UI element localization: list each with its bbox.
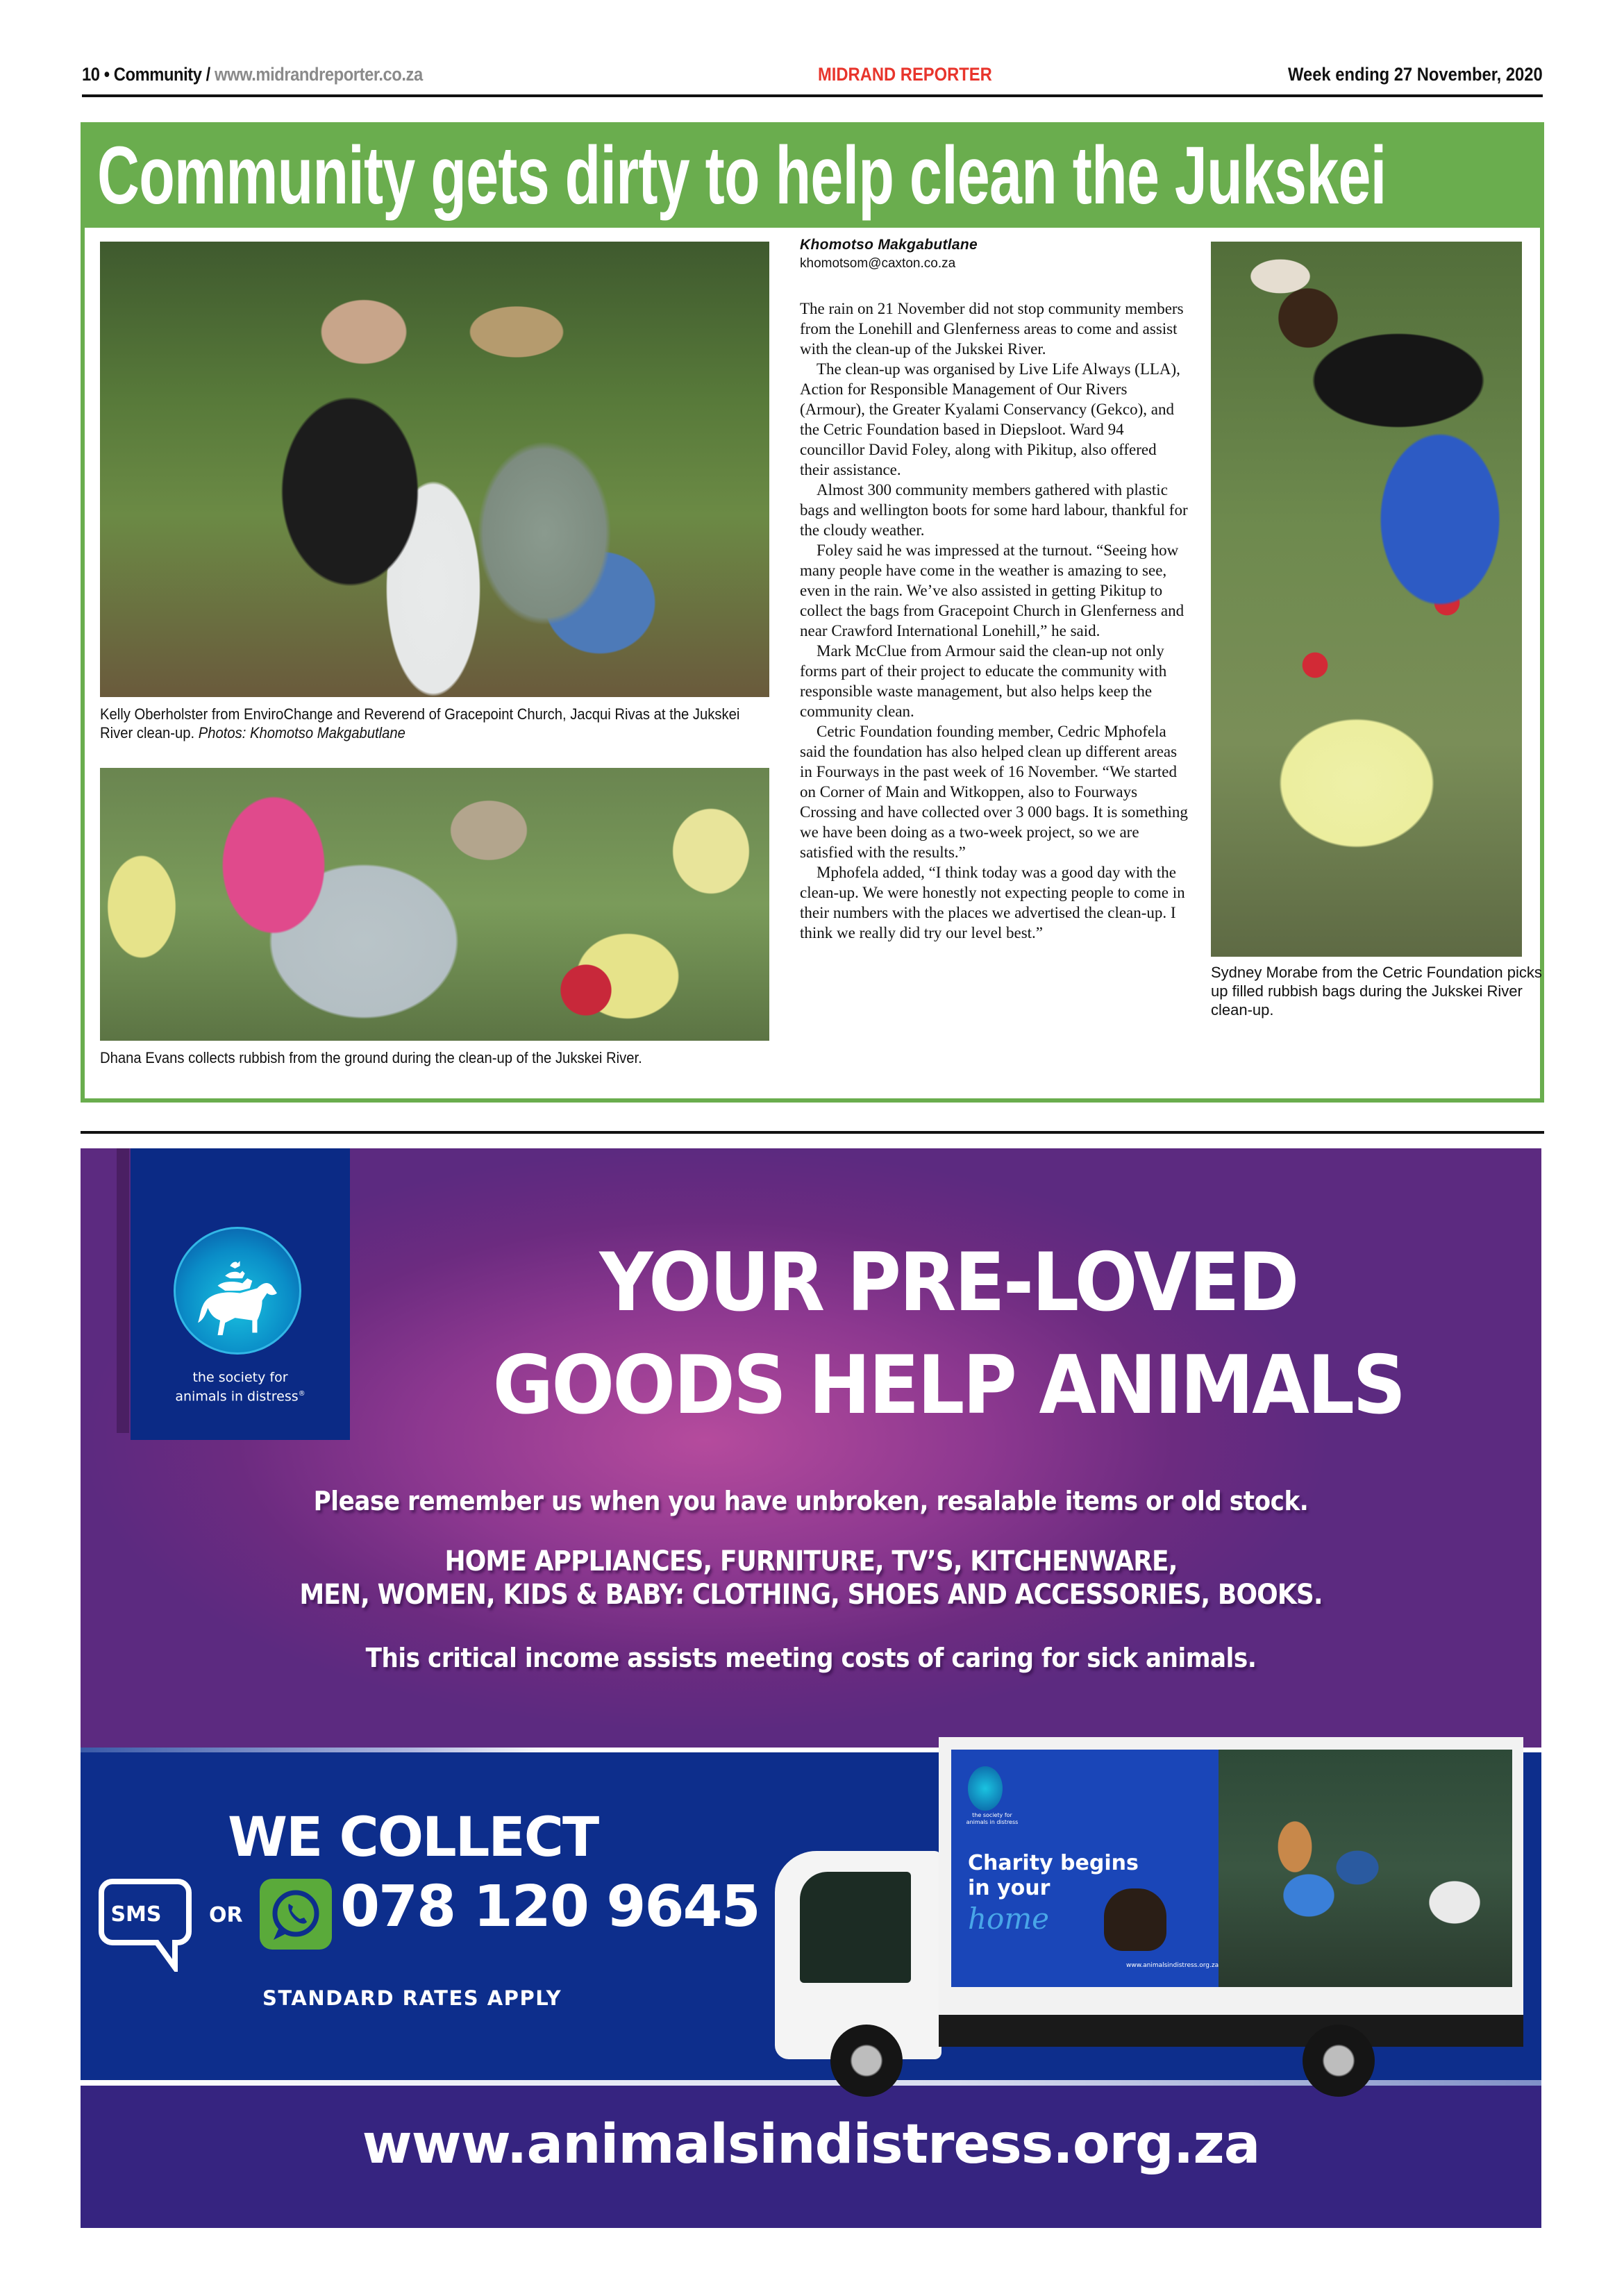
society-name-line2-text: animals in distress xyxy=(175,1389,299,1405)
registered-mark: ® xyxy=(298,1390,305,1398)
paragraph: Almost 300 community members gathered with plastic bags and wellington boots for some hard labour, thankful for the cloudy weather. xyxy=(800,481,1188,539)
truck-slogan xyxy=(968,1851,1139,1901)
advert-purpose: This critical income assists meeting costs of caring for sick animals. xyxy=(365,1643,1257,1673)
photo-woman-collecting-rubbish xyxy=(100,768,769,1041)
advert-title-line2: GOODS HELP ANIMALS xyxy=(492,1339,1405,1432)
article-box xyxy=(81,122,1544,1103)
photo-credit: Photos: Khomotso Makgabutlane xyxy=(198,724,405,741)
truck-slogan-line2: in your xyxy=(968,1876,1050,1900)
society-name-line1: the society for xyxy=(192,1370,288,1385)
truck-logo-text: the society for animals in distress xyxy=(966,1812,1019,1825)
page-number: 10 xyxy=(82,64,100,85)
truck-chassis xyxy=(939,2015,1523,2047)
whatsapp-icon xyxy=(260,1879,332,1950)
paragraph: Foley said he was impressed at the turnout. “Seeing how many people have come in the weather is amazing to see, even in the rain. We’ve also assisted in getting Pikitup to collect the bags from Gracepoint Church in Glenferness and near Crawford International Lonehill,” he said. xyxy=(800,542,1184,639)
photo-caption-1 xyxy=(100,705,764,742)
rates-note: STANDARD RATES APPLY xyxy=(262,1986,562,2010)
logo-shadow xyxy=(117,1148,129,1433)
photo-caption-2: Dhana Evans collects rubbish from the ground during the clean-up of the Jukskei River. xyxy=(100,1049,642,1066)
paragraph: The rain on 21 November did not stop community members from the Lonehill and Glenferness areas to come and assist with the clean-up of the Jukskei River. xyxy=(800,300,1184,358)
paragraph: Cetric Foundation founding member, Cedric Mphofela said the foundation has also helped clean up different areas in Fourways in the past week of 16 November. “We started on Corner of Main and Witkoppen, also to Fourways Crossing and have collected over 3 000 bags. It is something we have been doing as a two-week project, so we are satisfied with the results.” xyxy=(800,723,1188,861)
author-email[interactable]: khomotsom@caxton.co.za xyxy=(800,256,956,271)
advert-animals-in-distress[interactable] xyxy=(81,1148,1541,2228)
dog-image xyxy=(1104,1888,1166,1951)
truck-cargo-photo xyxy=(1219,1750,1512,1987)
folio-bullet: • xyxy=(103,64,110,85)
advert-website[interactable]: www.animalsindistress.org.za xyxy=(362,2113,1260,2176)
paragraph: Mphofela added, “I think today was a good day with the clean-up. We were honestly not expecting people to come in their numbers with the places we advertised the clean-up. I think we really did try our level best.” xyxy=(800,864,1185,941)
truck-url: www.animalsindistress.org.za xyxy=(1126,1962,1219,1969)
truck-slogan-line1: Charity begins xyxy=(968,1851,1139,1875)
truck-wheel-rear xyxy=(1303,2025,1375,2097)
animal-stack-icon xyxy=(174,1227,301,1355)
truck-wheel-front xyxy=(830,2025,903,2097)
sms-label: SMS xyxy=(110,1902,162,1927)
paragraph: The clean-up was organised by Live Life Always (LLA), Action for Responsible Management of Our Rivers (Armour), the Greater Kyalami Conservancy (Gekco), and the Cetric Foundation based in Diepsloot. Ward 94 councillor David Foley, along with Pikitup, also offered their assistance. xyxy=(800,360,1180,478)
advert-items-line1: HOME APPLIANCES, FURNITURE, TV’S, KITCHENWARE, xyxy=(444,1545,1178,1577)
section-name: Community xyxy=(113,64,202,85)
society-logo xyxy=(131,1148,350,1440)
paragraph: Mark McClue from Armour said the clean-up not only forms part of their project to educate the community with responsible waste management, but also helps keep the community clean. xyxy=(800,642,1167,720)
advert-items-line2: MEN, WOMEN, KIDS & BABY: CLOTHING, SHOES AND ACCESSORIES, BOOKS. xyxy=(299,1579,1323,1611)
photo-caption-3: Sydney Morabe from the Cetric Foundation picks up filled rubbish bags during the Jukskei River clean-up. xyxy=(1211,964,1542,1019)
header-rule xyxy=(82,94,1543,97)
masthead: MIDRAND REPORTER xyxy=(818,64,992,85)
folio-section xyxy=(82,64,423,85)
truck-slogan-home: home xyxy=(968,1902,1050,1936)
advert-title xyxy=(405,1232,1491,1437)
or-label: OR xyxy=(209,1903,243,1927)
truck-window xyxy=(800,1872,911,1983)
article-headline: Community gets dirty to help clean the Jukskei xyxy=(97,130,1387,221)
headline-bar xyxy=(85,126,1540,228)
photo-volunteers-with-bag xyxy=(100,242,769,697)
byline xyxy=(800,236,1189,274)
truck-side-panel xyxy=(951,1750,1512,1987)
section-rule xyxy=(81,1131,1544,1134)
truck-logo-icon xyxy=(968,1766,1003,1811)
phone-number[interactable]: 078 120 9645 xyxy=(340,1874,760,1940)
article-body-area xyxy=(85,228,1540,1103)
we-collect-heading: WE COLLECT xyxy=(228,1807,598,1869)
advert-title-line1: YOUR PRE-LOVED xyxy=(599,1236,1298,1330)
charity-truck-image xyxy=(775,1719,1541,2102)
caption-text: Kelly Oberholster from EnviroChange and Reverend of Gracepoint Church, Jacqui Rivas at the Jukskei River clean-up. xyxy=(100,705,740,741)
photo-man-with-rubbish-bag xyxy=(1211,242,1522,957)
society-name-line2 xyxy=(131,1386,350,1405)
site-url[interactable]: www.midrandreporter.co.za xyxy=(215,64,423,85)
page-folio xyxy=(82,64,1543,92)
society-name xyxy=(131,1369,350,1405)
advert-appeal: Please remember us when you have unbroken, resalable items or old stock. xyxy=(313,1486,1309,1516)
issue-date: Week ending 27 November, 2020 xyxy=(1288,64,1543,85)
article-body xyxy=(800,299,1189,943)
author-name: Khomotso Makgabutlane xyxy=(800,237,978,253)
folio-separator: / xyxy=(206,64,210,85)
